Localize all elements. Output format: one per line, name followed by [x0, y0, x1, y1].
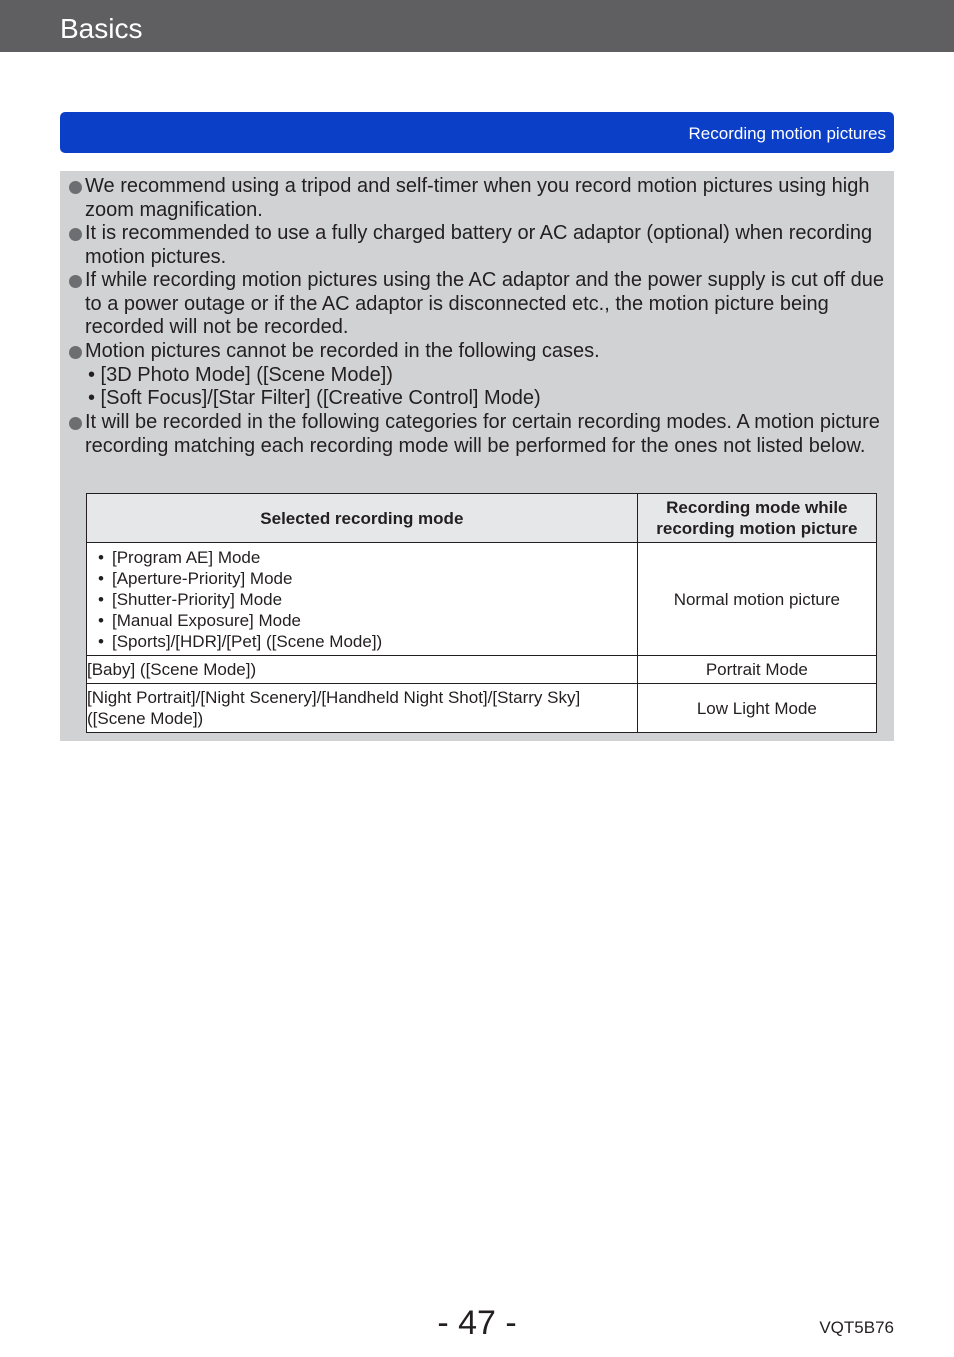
table-cell: Low Light Mode: [637, 684, 876, 733]
list-item: • [Soft Focus]/[Star Filter] ([Creative Control] Mode): [88, 387, 541, 410]
list-item: • [Shutter-Priority] Mode: [98, 589, 637, 610]
table-row: [87, 656, 877, 684]
note-item: [69, 175, 884, 222]
header-bar: [0, 0, 954, 52]
note-item: [69, 222, 884, 269]
recording-mode-table: [86, 493, 877, 733]
note-item: [69, 340, 884, 411]
table-row: [87, 684, 877, 733]
section-banner: [60, 112, 894, 153]
excluded-cases-list: [69, 364, 884, 411]
bullet-dot-icon: [69, 228, 82, 241]
note-text: Motion pictures cannot be recorded in the following cases.: [85, 340, 600, 362]
note-item: [69, 411, 884, 458]
note-text: It will be recorded in the following categories for certain recording modes. A motion picture recording matching each recording mode will be performed for the ones not listed below.: [85, 411, 880, 457]
document-code: VQT5B76: [819, 1318, 894, 1337]
bullet-dot-icon: [69, 181, 82, 194]
bullet-dot-icon: [69, 346, 82, 359]
table-header-row: [87, 494, 877, 543]
list-item: • [Program AE] Mode: [98, 547, 637, 568]
table-cell: Normal motion picture: [637, 543, 876, 656]
column-header: Selected recording mode: [87, 494, 638, 543]
table-cell: [Night Portrait]/[Night Scenery]/[Handheld Night Shot]/[Starry Sky] ([Scene Mode]): [87, 684, 638, 733]
list-item: • [Manual Exposure] Mode: [98, 610, 637, 631]
note-text: If while recording motion pictures using the AC adaptor and the power supply is cut off due to a power outage or if the AC adaptor is disconnected etc., the motion picture being recorded will not be recorded.: [85, 269, 884, 339]
list-item: • [Aperture-Priority] Mode: [98, 568, 637, 589]
list-item: • [Sports]/[HDR]/[Pet] ([Scene Mode]): [98, 631, 637, 652]
table-cell: [87, 543, 638, 656]
note-text: It is recommended to use a fully charged battery or AC adaptor (optional) when recording motion pictures.: [85, 222, 873, 268]
table-row: [87, 543, 877, 656]
header-title: Basics: [60, 13, 143, 44]
table-cell: Portrait Mode: [637, 656, 876, 684]
bullet-dot-icon: [69, 417, 82, 430]
mode-list: [87, 545, 637, 654]
note-item: [69, 269, 884, 340]
bullet-dot-icon: [69, 275, 82, 288]
note-text: We recommend using a tripod and self-timer when you record motion pictures using high zoom magnification.: [85, 175, 870, 221]
page-number: - 47 -: [437, 1304, 517, 1342]
section-title: Recording motion pictures: [688, 124, 886, 143]
list-item: • [3D Photo Mode] ([Scene Mode]): [88, 363, 393, 386]
table-cell: [Baby] ([Scene Mode]): [87, 656, 638, 684]
column-header: Recording mode while recording motion picture: [637, 494, 876, 543]
